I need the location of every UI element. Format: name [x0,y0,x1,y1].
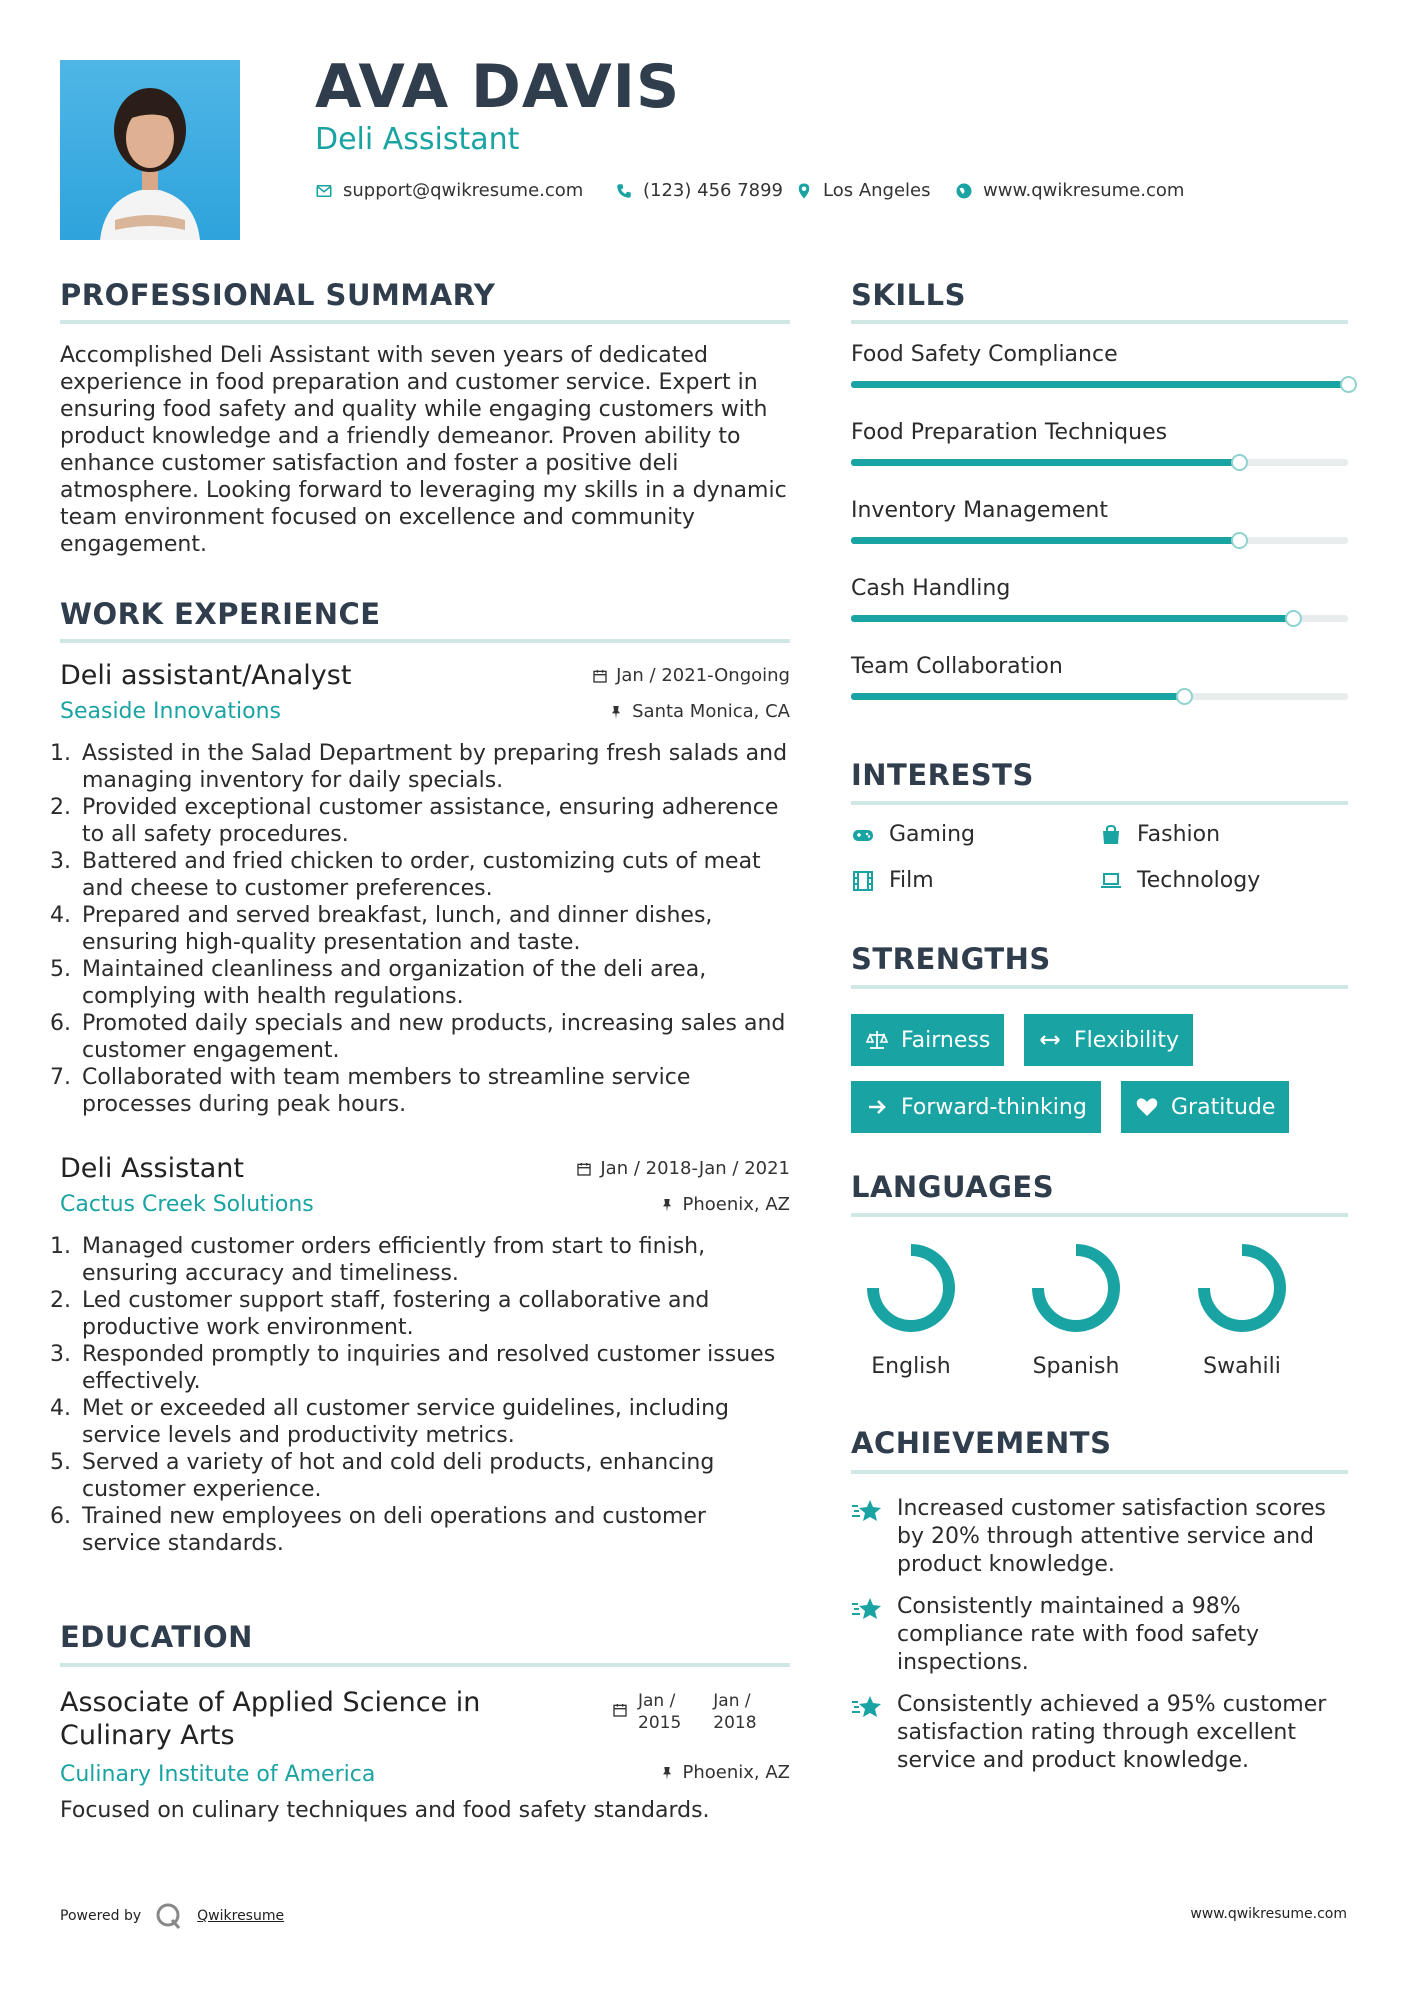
strength-label: Forward-thinking [901,1094,1087,1120]
work-heading: WORK EXPERIENCE [60,597,381,631]
education-divider [60,1663,790,1667]
skill-bar-knob [1231,454,1248,471]
skill-item [851,654,1348,732]
job-location-text: Santa Monica, CA [632,701,790,722]
summary-heading: PROFESSIONAL SUMMARY [60,278,496,312]
job-location [659,1194,791,1215]
balance-scale-icon [865,1028,889,1052]
interest-label: Film [889,868,934,893]
achievement-item [851,1691,1348,1775]
interests-heading: INTERESTS [851,758,1034,792]
achievements-divider [851,1470,1348,1474]
strength-label: Fairness [901,1027,991,1053]
list-item: 4. Prepared and served breakfast, lunch, and dinner dishes, ensuring high-quality presentation and taste. [78,902,790,956]
start-month: Jan / [638,1691,676,1711]
achievement-text: Consistently achieved a 95% customer satisfaction rating through excellent service and product knowledge. [897,1692,1327,1773]
achievement-item [851,1593,1348,1677]
website-text: www.qwikresume.com [983,180,1185,201]
degree-title [60,1686,560,1752]
job-duties [60,740,790,1118]
job-entry [60,1153,790,1557]
envelope-icon [315,182,333,200]
language-ring-arc [873,1250,949,1326]
interest-label: Technology [1137,868,1261,893]
job-company: Seaside Innovations [60,699,281,724]
summary-text: Accomplished Deli Assistant with seven years of dedicated experience in food preparation and customer service. Expert in ensuring food safety and quality while engaging customers with product knowledge and a friendly demeanor. Proven ability to enhance customer satisfaction and foster a positive deli atmosphere. Looking forward to leveraging my skills in a dynamic team environment focused on excellence and community engagement. [60,343,787,557]
end-month: Jan / [713,1691,751,1711]
pushpin-icon [659,1765,675,1781]
list-item: 3. Battered and fried chicken to order, customizing cuts of meat and cheese to customer preferences. [78,848,790,902]
achievements-list [851,1495,1348,1775]
list-item: 7. Collaborated with team members to streamline service processes during peak hours. [78,1064,790,1118]
skills-divider [851,320,1348,324]
skill-label: Team Collaboration [851,654,1063,679]
skill-bar-fill [851,537,1239,544]
arrow-right-icon [865,1095,889,1119]
education-heading: EDUCATION [60,1620,253,1654]
language-label: Spanish [1032,1354,1120,1379]
interests-divider [851,801,1348,805]
skill-bar [851,459,1348,466]
skill-bar-fill [851,693,1184,700]
education-location [560,1762,790,1783]
language-item [1162,1238,1322,1379]
skill-label: Food Safety Compliance [851,342,1118,367]
candidate-name: AVA DAVIS [315,52,681,122]
language-ring-arc [1038,1250,1114,1326]
strengths-heading: STRENGTHS [851,942,1051,976]
phone-icon [615,182,633,200]
strength-badge [851,1081,1101,1133]
language-ring-arc [1204,1250,1280,1326]
job-dates [592,665,790,686]
achievements-heading: ACHIEVEMENTS [851,1426,1112,1460]
achievement-text: Increased customer satisfaction scores by 20% through attentive service and product knowledge. [897,1496,1326,1577]
skills-heading: SKILLS [851,278,966,312]
gamepad-icon [851,823,875,847]
skill-bar [851,537,1348,544]
skill-label: Food Preparation Techniques [851,420,1168,445]
list-item: 2. Provided exceptional customer assistance, ensuring adherence to all safety procedures. [78,794,790,848]
strength-label: Flexibility [1074,1027,1179,1053]
skill-bar-knob [1340,376,1357,393]
skill-bar [851,615,1348,622]
pushpin-icon [608,704,624,720]
globe-icon [955,182,973,200]
education-description: Focused on culinary techniques and food safety standards. [60,1798,710,1823]
candidate-role: Deli Assistant [315,122,520,157]
phone-text: (123) 456 7899 [643,180,784,201]
language-item [996,1238,1156,1379]
skill-item [851,342,1348,420]
strength-badge [1024,1014,1193,1066]
shooting-star-icon [851,1595,883,1623]
job-duties [60,1233,790,1557]
language-ring [996,1238,1156,1338]
location-text: Los Angeles [823,180,931,201]
list-item: 4. Met or exceeded all customer service guidelines, including service levels and productivity metrics. [78,1395,790,1449]
list-item: 6. Trained new employees on deli operations and customer service standards. [78,1503,790,1557]
list-item: 1. Managed customer orders efficiently from start to finish, ensuring accuracy and timeliness. [78,1233,790,1287]
education-location-text: Phoenix, AZ [682,1762,790,1783]
job-location-text: Phoenix, AZ [682,1194,790,1215]
skill-item [851,498,1348,576]
skill-bar-knob [1285,610,1302,627]
skill-bar-knob [1231,532,1248,549]
job-location [608,701,790,722]
arrows-horizontal-icon [1038,1028,1062,1052]
map-pin-icon [795,182,813,200]
profile-photo [60,60,240,240]
skill-bar-fill [851,381,1348,388]
languages-divider [851,1213,1348,1217]
strength-label: Gratitude [1171,1094,1276,1120]
strength-badge [851,1014,1004,1066]
avatar [60,60,240,240]
skill-bar-fill [851,459,1239,466]
calendar-icon [576,1161,592,1177]
film-icon [851,869,875,893]
job-dates-text: Jan / 2021-Ongoing [616,665,790,686]
school-name: Culinary Institute of America [60,1762,376,1787]
powered-by-text: Powered by [60,1908,142,1924]
list-item: 5. Maintained cleanliness and organization of the deli area, complying with health regulations. [78,956,790,1010]
contact-email[interactable] [315,180,583,201]
job-dates-text: Jan / 2018-Jan / 2021 [600,1158,790,1179]
education-end [713,1690,756,1734]
heart-icon [1135,1095,1159,1119]
calendar-icon [612,1702,628,1718]
pushpin-icon [659,1197,675,1213]
list-item: 3. Responded promptly to inquiries and resolved customer issues effectively. [78,1341,790,1395]
interest-gaming [851,822,975,847]
job-title: Deli assistant/Analyst [60,660,352,691]
language-label: English [871,1354,951,1379]
interest-technology [1099,868,1260,893]
degree-line-1: Associate of Applied Science in [60,1687,481,1718]
shopping-bag-icon [1099,823,1123,847]
qwikresume-logo-icon [155,1902,183,1930]
skill-bar [851,693,1348,700]
skill-item [851,576,1348,654]
language-ring [831,1238,991,1338]
education-dates [612,1690,757,1734]
contact-location [795,180,931,201]
footer-brand [60,1902,284,1930]
skill-label: Inventory Management [851,498,1108,523]
interest-label: Fashion [1137,822,1221,847]
skill-bar-knob [1176,688,1193,705]
calendar-icon [592,668,608,684]
interest-label: Gaming [889,822,975,847]
achievement-text: Consistently maintained a 98% compliance rate with food safety inspections. [897,1594,1260,1675]
list-item: 6. Promoted daily specials and new products, increasing sales and customer engagement. [78,1010,790,1064]
achievement-item [851,1495,1348,1579]
interest-film [851,868,934,893]
job-company: Cactus Creek Solutions [60,1192,314,1217]
end-year: 2018 [713,1713,757,1733]
skills-list [851,342,1348,732]
strengths-divider [851,985,1348,989]
language-ring [1162,1238,1322,1338]
job-entry [60,660,790,1118]
job-dates [576,1158,790,1179]
email-text: support@qwikresume.com [343,180,584,201]
list-item: 1. Assisted in the Salad Department by preparing fresh salads and managing inventory for daily specials. [78,740,790,794]
languages-heading: LANGUAGES [851,1170,1055,1204]
shooting-star-icon [851,1497,883,1525]
job-title: Deli Assistant [60,1153,244,1184]
summary-divider [60,320,790,324]
list-item: 2. Led customer support staff, fostering a collaborative and productive work environment. [78,1287,790,1341]
interest-fashion [1099,822,1220,847]
skill-label: Cash Handling [851,576,1011,601]
strength-badge [1121,1081,1289,1133]
education-start [638,1690,681,1734]
contact-phone[interactable] [615,180,783,201]
language-item [831,1238,991,1379]
skill-bar [851,381,1348,388]
shooting-star-icon [851,1693,883,1721]
skill-item [851,420,1348,498]
skill-bar-fill [851,615,1293,622]
work-divider [60,639,790,643]
contact-website[interactable] [955,180,1184,201]
list-item: 5. Served a variety of hot and cold deli products, enhancing customer experience. [78,1449,790,1503]
start-year: 2015 [638,1713,682,1733]
language-label: Swahili [1203,1354,1281,1379]
degree-line-2: Culinary Arts [60,1720,235,1751]
brand-link[interactable]: Qwikresume [197,1908,285,1924]
laptop-icon [1099,869,1123,893]
footer-website[interactable]: www.qwikresume.com [1190,1906,1347,1922]
